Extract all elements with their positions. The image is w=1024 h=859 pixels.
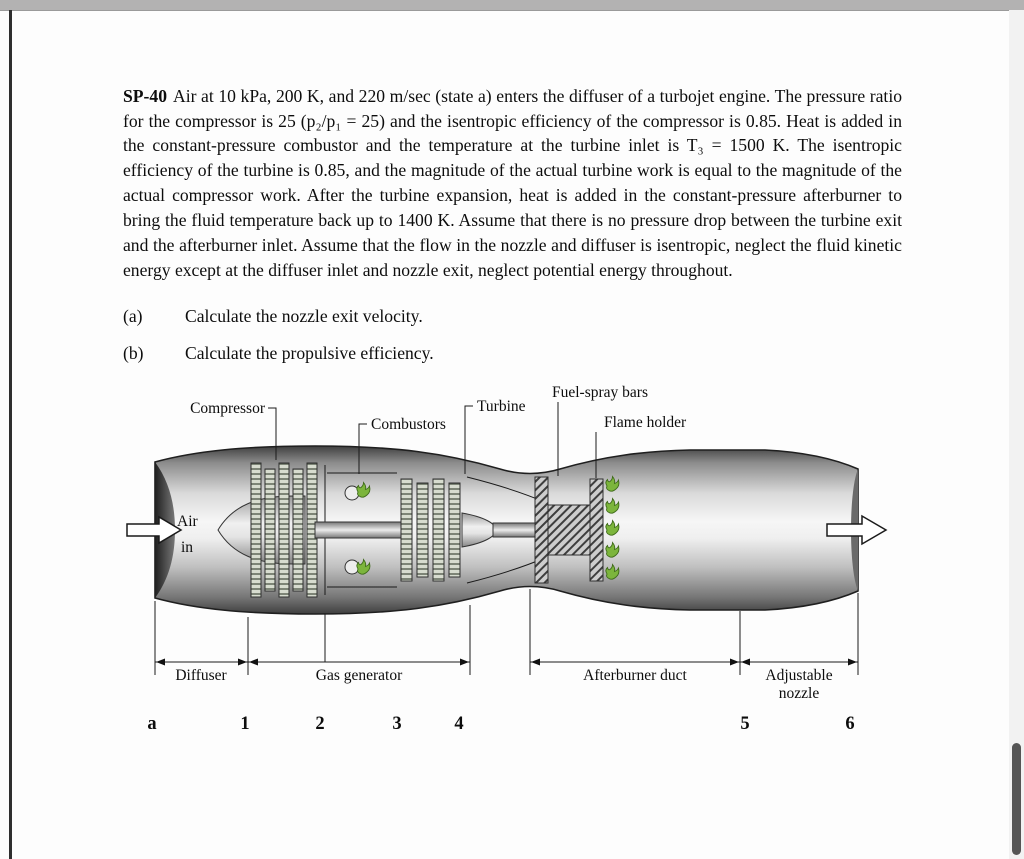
compressor-blades: [251, 463, 317, 597]
air-in-label-line2: in: [181, 539, 194, 556]
station-a: a: [147, 714, 157, 734]
part-a-text: Calculate the nozzle exit velocity.: [185, 306, 423, 326]
station-4: 4: [454, 714, 464, 734]
diffuser-label: Diffuser: [175, 667, 227, 684]
scrollbar-track[interactable]: [1009, 10, 1024, 859]
station-5: 5: [740, 714, 750, 734]
part-b-row: [123, 343, 823, 364]
part-a-label: (a): [123, 306, 143, 326]
station-1: 1: [240, 714, 250, 734]
scrollbar-thumb[interactable]: [1012, 743, 1021, 855]
fuel-spray-bars-label: Fuel-spray bars: [552, 384, 648, 401]
window-top-bar: [0, 0, 1024, 11]
afterburner-center-body: [548, 505, 590, 555]
combustors-label: Combustors: [371, 416, 446, 433]
flame-holder-label: Flame holder: [604, 414, 687, 431]
problem-id: SP-40: [123, 85, 167, 106]
air-in-label-line1: Air: [177, 513, 198, 530]
part-b-label: (b): [123, 343, 144, 363]
part-b-text: Calculate the propulsive efficiency.: [185, 343, 434, 363]
station-6: 6: [845, 714, 855, 734]
flame-holder-bar: [590, 479, 603, 581]
gas-generator-label: Gas generator: [315, 667, 403, 684]
turbojet-diagram: [115, 383, 905, 748]
adjustable-nozzle-label-line2: nozzle: [778, 685, 820, 702]
afterburner-duct-label: Afterburner duct: [583, 667, 687, 684]
fuel-spray-bar: [535, 477, 548, 583]
turbine-label: Turbine: [477, 398, 526, 415]
problem-body: Air at 10 kPa, 200 K, and 220 m/sec (state a) enters the diffuser of a turbojet engine. The pressure ratio for the compressor is 25 (p₂/p₁ = 25) and the isentropic efficiency of the compressor is 0.85. Heat is added in the constant-pressure combustor and the temperature at the turbine inlet is T₃ = 1500 K. The isentropic efficiency of the turbine is 0.85, and the magnitude of the actual turbine work is equal to the magnitude of the actual compressor work. After the turbine expansion, heat is added in the constant-pressure afterburner to bring the fluid temperature back up to 1400 K. Assume that there is no pressure drop between the turbine exit and the afterburner inlet. Assume that the flow in the nozzle and diffuser is isentropic, neglect the fluid kinetic energy except at the diffuser inlet and nozzle exit, neglect potential energy throughout.: [123, 85, 902, 280]
problem-statement: [123, 84, 902, 283]
part-a-row: [123, 306, 823, 327]
adjustable-nozzle-label-line1: Adjustable: [765, 667, 833, 684]
compressor-label: Compressor: [190, 400, 265, 417]
engine-shaft: [315, 522, 403, 538]
station-2: 2: [315, 714, 325, 734]
page-left-border: [9, 10, 12, 859]
station-3: 3: [392, 714, 402, 734]
